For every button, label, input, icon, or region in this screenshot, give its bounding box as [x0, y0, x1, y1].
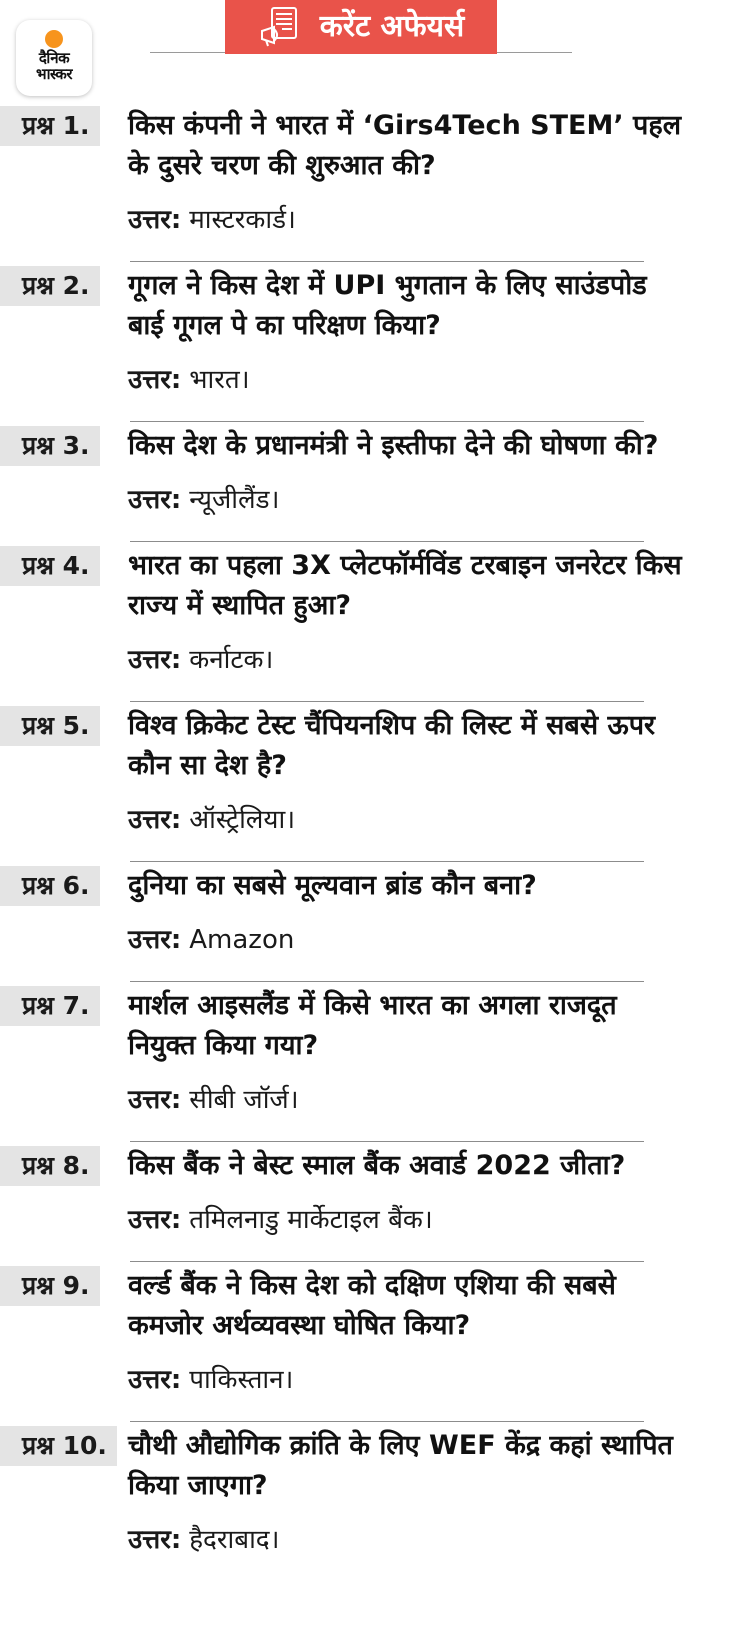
newspaper-megaphone-icon [258, 5, 306, 49]
question-number: प्रश्न 3. [0, 426, 100, 466]
answer-value: सीबी जॉर्ज। [189, 1085, 299, 1115]
answer-value: भारत। [189, 365, 250, 395]
question-text: विश्व क्रिकेट टेस्ट चैंपियनशिप की लिस्ट में सबसे ऊपर कौन सा देश है? [128, 710, 656, 781]
answer-label: उत्तर: [128, 1085, 182, 1115]
question-list [0, 106, 730, 1586]
answer-value: Amazon [189, 925, 295, 955]
sun-dot-icon [45, 30, 63, 48]
question-item [0, 426, 730, 546]
answer-label: उत्तर: [128, 1365, 182, 1395]
question-number: प्रश्न 1. [0, 106, 100, 146]
answer [128, 642, 688, 678]
question-text: वर्ल्ड बैंक ने किस देश को दक्षिण एशिया की सबसे कमजोर अर्थव्यवस्था घोषित किया? [128, 1270, 616, 1341]
question-text: भारत का पहला 3X प्लेटफॉर्मविंड टरबाइन जनरेटर किस राज्य में स्थापित हुआ? [128, 550, 682, 621]
question-divider [130, 1261, 644, 1262]
question-text: किस बैंक ने बेस्ट स्माल बैंक अवार्ड 2022 जीता? [128, 1150, 626, 1181]
answer [128, 1522, 688, 1558]
answer-value: न्यूजीलैंड। [189, 485, 280, 515]
answer-label: उत्तर: [128, 645, 182, 675]
answer-label: उत्तर: [128, 925, 182, 955]
question-number: प्रश्न 2. [0, 266, 100, 306]
question-number: प्रश्न 5. [0, 706, 100, 746]
question-number: प्रश्न 6. [0, 866, 100, 906]
question-divider [130, 861, 644, 862]
question-item [0, 706, 730, 866]
question-divider [130, 1141, 644, 1142]
question-text: दुनिया का सबसे मूल्यवान ब्रांड कौन बना? [128, 870, 537, 901]
question-text: चौथी औद्योगिक क्रांति के लिए WEF केंद्र कहां स्थापित किया जाएगा? [128, 1430, 673, 1501]
answer-label: उत्तर: [128, 485, 182, 515]
answer [128, 202, 688, 238]
question-number: प्रश्न 8. [0, 1146, 100, 1186]
question-text: किस देश के प्रधानमंत्री ने इस्तीफा देने की घोषणा की? [128, 430, 659, 461]
question-item [0, 986, 730, 1146]
question-text: किस कंपनी ने भारत में ‘Girs4Tech STEM’ पहल के दुसरे चरण की शुरुआत की? [128, 110, 681, 181]
answer-value: ऑस्ट्रेलिया। [189, 805, 296, 835]
question-item [0, 106, 730, 266]
question-item [0, 1266, 730, 1426]
question-divider [130, 1421, 644, 1422]
answer-value: हैदराबाद। [189, 1525, 280, 1555]
answer [128, 1202, 688, 1238]
answer-label: उत्तर: [128, 805, 182, 835]
answer [128, 362, 688, 398]
question-number: प्रश्न 4. [0, 546, 100, 586]
question-divider [130, 701, 644, 702]
answer-label: उत्तर: [128, 1205, 182, 1235]
question-number: प्रश्न 7. [0, 986, 100, 1026]
header-banner [225, 0, 497, 54]
question-divider [130, 541, 644, 542]
answer-value: मास्टरकार्ड। [189, 205, 296, 235]
dainik-bhaskar-logo [16, 20, 92, 96]
answer-label: उत्तर: [128, 1525, 182, 1555]
question-item [0, 1146, 730, 1266]
answer [128, 1362, 688, 1398]
question-divider [130, 981, 644, 982]
question-divider [130, 421, 644, 422]
logo-line-1: दैनिक [38, 49, 70, 67]
question-item [0, 866, 730, 986]
question-text: गूगल ने किस देश में UPI भुगतान के लिए साउंडपोड बाई गूगल पे का परिक्षण किया? [128, 270, 647, 341]
logo-line-2: भास्कर [36, 65, 72, 83]
question-text: मार्शल आइसलैंड में किसे भारत का अगला राजदूत नियुक्त किया गया? [128, 990, 617, 1061]
answer-value: तमिलनाडु मार्केटाइल बैंक। [189, 1205, 433, 1235]
answer-label: उत्तर: [128, 365, 182, 395]
answer [128, 802, 688, 838]
answer [128, 482, 688, 518]
answer-value: कर्नाटक। [189, 645, 274, 675]
question-item [0, 1426, 730, 1586]
answer [128, 1082, 688, 1118]
question-number: प्रश्न 9. [0, 1266, 100, 1306]
answer [128, 922, 688, 958]
question-item [0, 266, 730, 426]
answer-value: पाकिस्तान। [189, 1365, 294, 1395]
logo-wordmark [36, 50, 72, 82]
answer-label: उत्तर: [128, 205, 182, 235]
question-item [0, 546, 730, 706]
question-number: प्रश्न 10. [0, 1426, 117, 1466]
header-title: करेंट अफेयर्स [319, 9, 465, 44]
question-divider [130, 261, 644, 262]
